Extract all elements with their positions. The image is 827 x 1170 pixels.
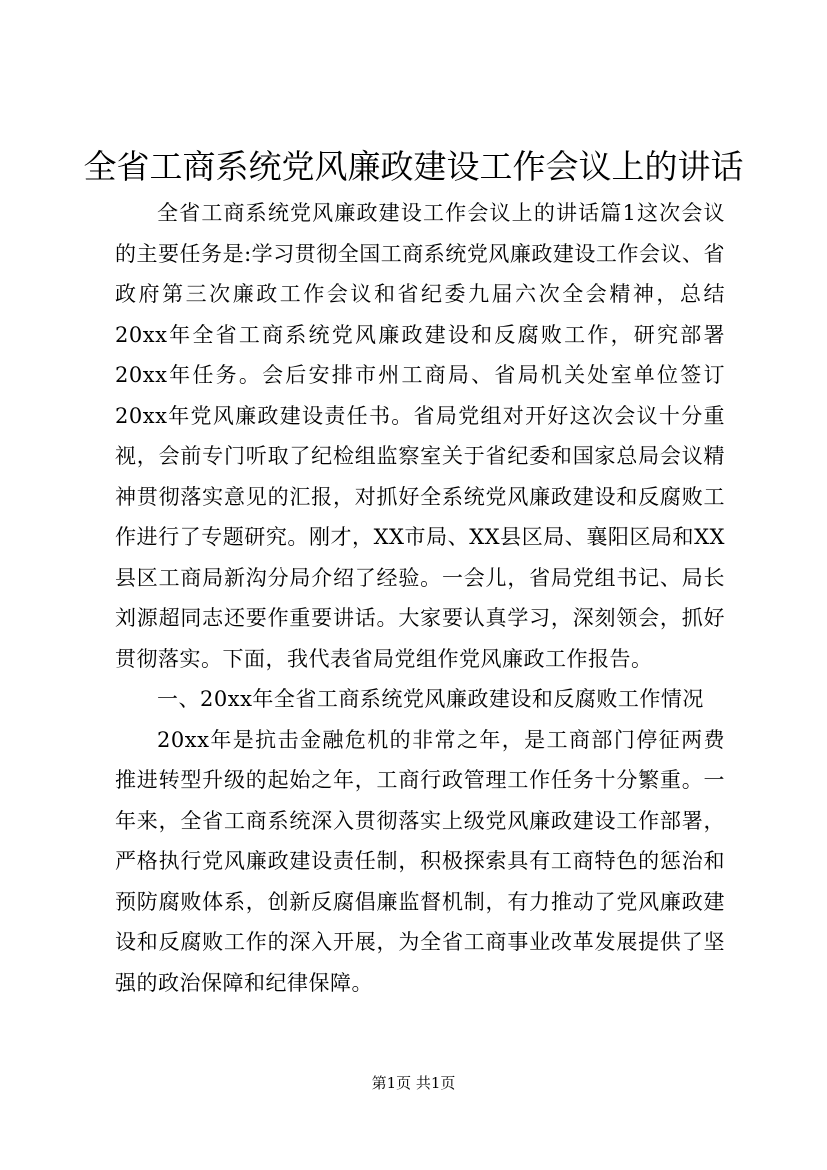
section-heading-1: 一、20xx年全省工商系统党风廉政建设和反腐败工作情况 xyxy=(157,687,704,711)
paragraph-section-1: 20xx年是抗击金融危机的非常之年，是工商部门停征两费推进转型升级的起始之年，工商行政管理工作任务十分繁重。一年来，全省工商系统深入贯彻落实上级党风廉政建设工作部署，严格执行党风廉政建设责任制，积极探索具有工商特色的惩治和预防腐败体系，创新反腐倡廉监督机制，有力推动了党风廉政建设和反腐败工作的深入开展，为全省工商事业改革发展提供了坚强的政治保障和纪律保障。 xyxy=(115,727,725,995)
paragraph-intro: 全省工商系统党风廉政建设工作会议上的讲话篇1这次会议的主要任务是:学习贯彻全国工商系统党风廉政建设工作会议、省政府第三次廉政工作会议和省纪委九届六次全会精神，总结20xx年全省工商系统党风廉政建设和反腐败工作，研究部署20xx年任务。会后安排市州工商局、省局机关处室单位签订20xx年党风廉政建设责任书。省局党组对开好这次会议十分重视，会前专门听取了纪检组监察室关于省纪委和国家总局会议精神贯彻落实意见的汇报，对抓好全系统党风廉政建设和反腐败工作进行了专题研究。刚才，XX市局、XX县区局、襄阳区局和XX县区工商局新沟分局介绍了经验。一会儿，省局党组书记、局长刘源超同志还要作重要讲话。大家要认真学习，深刻领会，抓好贯彻落实。下面，我代表省局党组作党风廉政工作报告。 xyxy=(115,201,725,671)
document-body xyxy=(115,193,725,1003)
page-footer: 第1页 共1页 xyxy=(371,1074,456,1092)
document-title: 全省工商系统党风廉政建设工作会议上的讲话 xyxy=(83,147,744,186)
